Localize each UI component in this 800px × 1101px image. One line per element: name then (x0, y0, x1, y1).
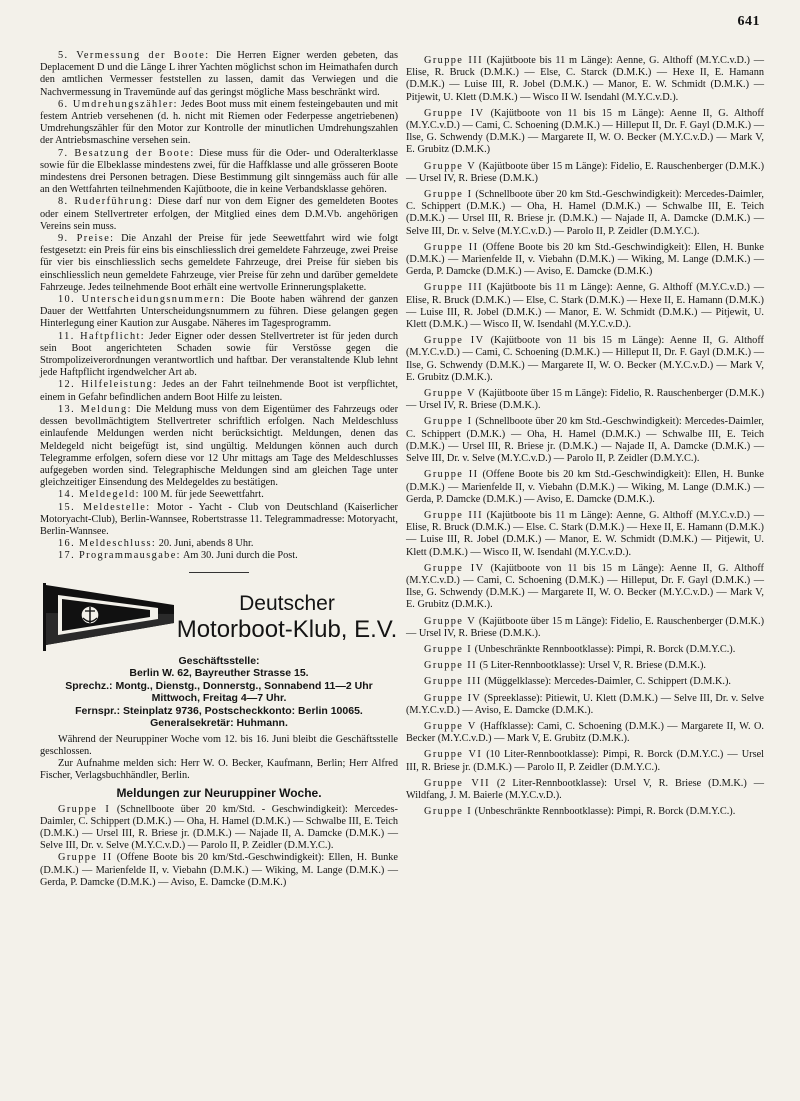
club-name-line-2: Motorboot-Klub, E.V. (176, 615, 398, 643)
rule-item-text: Jedes Boot muss mit einem festeingebauten und mit festem Antrieb versehenen (d. h. nicht mit Riemen oder Federpesse angetriebenen) Umdrehungszähler für den Motor zur Kontrolle der minutlichen Umdrehungszahlen der Antriebsmaschine versehen sein. (40, 98, 399, 147)
rule-item-heading: 15. Meldestelle: (58, 501, 151, 513)
entry-group-text: (Kajütboote bis 11 m Länge): Aenne, G. Althoff (M.Y.C.v.D.) — Elise, R. Bruck (D.M.K.) — Else. C. Stark (D.M.K.) — Hexe II, E. Hamann (D.M.K.) — Luise III, R. Jobel (D.M.K.) — Manor, E. W. Schmidt (D.M.K.) — Pitjewit, U. Klett (D.M.K.) — Wisco II, W. Isendahl (M.Y.C.v.D.). (406, 509, 765, 558)
entry-group-text: (Unbeschränkte Rennbootklasse): Pimpi, R. Borck (D.M.Y.C.). (474, 643, 736, 655)
right-entry-groups (406, 55, 764, 818)
entry-group-text: (Offene Boote bis 20 km/Std.-Geschwindigkeit): Ellen, H. Bunke (D.M.K.) — Marienfelde II, v. Viebahn (D.M.K.) — Wiking, M. Lange (D.M.K.) — Gerda, P. Damcke (D.M.K.) — Aviso, E. Damcke (D.M.K.) (40, 852, 399, 888)
entry-group-text: (Kajütboote bis 11 m Länge): Aenne, G. Althoff (M.Y.C.v.D.) — Elise, R. Bruck (D.M.K.) — Else, C. Starck (D.M.K.) — Hexe II, E. Hamann (D.M.K.) — Luise III, R. Jobel (D.M.K.) — Manor, E. W. Schmidt (D.M.K.) — Pitjewit, U. Klett (D.M.K.) — Wisco II W. Isendahl (M.Y.C.v.D.). (406, 55, 765, 103)
entry-group-heading: Gruppe II (424, 241, 479, 253)
rule-item-text: Die Anzahl der Preise für jede Seewettfahrt wird wie folgt festgesetzt: ein Preis für eins bis einschliesslich drei gemeldete Fahrzeuge, zwei Preise für vier bis einschliesslich sechs gemeldete Fahrzeuge, drei Preise für sieben bis einschliesslich neun gemeldete Fahrzeuge, vier Preise für zehn und darüber gemeldete Fahrzeuge. Jedes teilnehmende Boot erhält eine wertvolle Erinnerungsplakette. (40, 233, 398, 293)
entry-group (406, 749, 764, 773)
entry-group-text: (Offene Boote bis 20 km Std.-Geschwindigkeit): Ellen, H. Bunke (D.M.K.) — Marienfelde II, v. Viebahn (D.M.K.) — Wiking, M. Lange (D.M.K.) — Gerda, P. Damcke (D.M.K.) — Aviso, E. Damcke (D.M.K.) (406, 241, 764, 278)
entry-group-text: (Unbeschränkte Rennbootklasse): Pimpi, R. Borck (D.M.Y.C.). (474, 806, 736, 818)
club-name-line-1: Deutscher (239, 591, 335, 615)
club-header (40, 581, 398, 653)
entry-group-heading: Gruppe V (424, 720, 477, 732)
rule-item (40, 294, 398, 331)
rule-item (40, 196, 398, 233)
rule-item (40, 379, 398, 403)
rule-item (40, 50, 398, 99)
entry-group-heading: Gruppe I (424, 806, 473, 818)
entry-group (406, 676, 764, 688)
rule-item (40, 550, 398, 562)
entry-group-heading: Gruppe III (424, 676, 482, 688)
left-entry-groups (40, 804, 398, 889)
membership-notice: Zur Aufnahme melden sich: Herr W. O. Becker, Kaufmann, Berlin; Herr Alfred Fischer, Verlagsbuchhändler, Berlin. (40, 757, 398, 782)
entry-group-heading: Gruppe II (58, 852, 113, 864)
entry-group (406, 242, 764, 279)
entry-group-text: (Kajütboote bis 11 m Länge): Aenne, G. Althoff (M.Y.C.v.D.) — Elise, R. Bruck (D.M.K.) — Else, C. Stark (D.M.K.) — Hexe II, E. Hamann (D.M.K.) — Luise III, R. Jobel (D.M.K.) — Manor, E. W. Schmidt (D.M.K.) — Pitjewit, U. Klett (D.M.K.) — Wisco II, W. Isendahl (M.Y.C.v.D.). (406, 282, 765, 331)
office-address: Berlin W. 62, Bayreuther Strasse 15. (129, 667, 309, 680)
entry-group (406, 469, 764, 506)
entry-group-text: (Schnellboote über 20 km/Std. - Geschwindigkeit): Mercedes-Daimler, C. Schippert (D.M.K.) — Oha, H. Hamel (D.M.K.) — Schwalbe III, E. Teich (D.M.K.) — Ursel III, R. Briese jr. (D.M.K.) — Najade II, A. Damcke (D.M.K.) — Selve III, Dr. v. Selve (M.Y.C.v.D.) — Parolo II, P. Zeidler (D.M.Y.C.). (40, 803, 398, 852)
rule-item-heading: 10. Unterscheidungsnummern: (58, 294, 226, 306)
rule-item-text: Die Boote haben während der ganzen Dauer der Wettfahrten Unterscheidungsnummern zu führen. Diese gelangen gegen Hinterlegung einer Kaution zur Ausgabe. Näheres im Tagesprogramm. (40, 294, 398, 330)
entry-group (406, 721, 764, 745)
entry-group (406, 335, 764, 384)
entry-group (406, 282, 764, 331)
entry-group-heading: Gruppe V (424, 160, 477, 172)
rule-item-text: 20. Juni, abends 8 Uhr. (158, 538, 254, 550)
entry-group-text: (Kajütboote von 11 bis 15 m Länge): Aenne II, G. Althoff (M.Y.C.v.D.) — Cami, C. Schoening (D.M.K.) — Hilleput II, Dr. F. Gayl (D.M.K.) — Ilse, G. Schwendy (D.M.K.) — Margarete II, W. O. Becker (M.Y.C.v.D.) — Mark V, E. Grubitz (D.M.K.). (406, 335, 764, 383)
entry-group-text: (Haffklasse): Cami, C. Schoening (D.M.K.) — Margarete II, W. O. Becker (M.Y.C.v.D.) — Mark V, E. Grubitz (D.M.K.). (406, 720, 765, 745)
entry-group-heading: Gruppe II (424, 469, 479, 481)
entry-group-heading: Gruppe VI (424, 749, 483, 761)
meldungen-title: Meldungen zur Neuruppiner Woche. (116, 786, 322, 801)
rule-item-text: Am 30. Juni durch die Post. (182, 550, 298, 562)
entry-group-text: (Spreeklasse): Pitiewit, U. Klett (D.M.K.) — Selve III, Dr. v. Selve (M.Y.C.v.D.) — Aviso, E. Damcke (D.M.K.). (406, 692, 764, 716)
rule-item-text: Diese darf nur von dem Eigner des gemeldeten Bootes oder einem Stellvertreter erfolgen, der Mitglied eines dem D.M.Vb. angehörigen Vereins sein muss. (40, 196, 399, 232)
entry-group-text: (Schnellboote über 20 km Std.-Geschwindigkeit): Mercedes-Daimler, C. Schippert (D.M.K.) — Oha, H. Hamel (D.M.K.) — Schwalbe III, E. Teich (D.M.K.) — Ursel III, R. Briese jr. (D.M.K.) — Najade II, A. Damcke (D.M.K.) — Selve III, Dr. v. Selve (M.Y.C.v.D.) — Parolo II, P. Zeidler (D.M.Y.C.). (406, 189, 764, 237)
entry-group (406, 660, 764, 672)
entry-group-text: (Kajütboote über 15 m Länge): Fidelio, R. Rauschenberger (D.M.K.) — Ursel IV, R. Briese (D.M.K.). (406, 388, 765, 412)
rule-item (40, 502, 398, 539)
rule-item (40, 404, 398, 489)
rule-item-heading: 9. Preise: (58, 233, 115, 245)
entry-group-heading: Gruppe I (424, 416, 473, 428)
entry-group-text: (Kajütboote über 15 m Länge): Fidelio, E. Rauschenberger (D.M.K.) — Ursel IV, R. Briese (D.M.K.) (406, 160, 765, 184)
rule-item-text: Die Meldung muss von dem Eigentümer des Fahrzeugs oder dessen bevollmächtigtem Stellvertreter schriftlich erfolgen. Nach Meldeschluss einlaufende Meldungen werden nicht berücksichtigt. Meldungen, denen das Meldegeld nicht beigefügt ist, sind ungültig. Meldungen können auch durch Telegramme erfolgen, sofern diese vor 12 Uhr mittags am Tage des Meldeschlusses aufgegeben worden sind. Telegraphische Meldungen sind am gleichen Tage unter gleichzeitiger Einsendung des Meldegeldes zu bestätigen. (40, 403, 398, 489)
rule-item-heading: 8. Ruderführung: (58, 196, 154, 208)
entry-group-heading: Gruppe IV (424, 692, 482, 704)
club-pennant-icon (40, 581, 176, 653)
entry-group-heading: Gruppe IV (424, 562, 485, 574)
entry-group-text: (Kajütboote von 11 bis 15 m Länge): Aenne II, G. Althoff (M.Y.C.v.D.) — Cami, C. Schoening (D.M.K.) — Hilleput, Dr. F. Gayl (D.M.K.) — Ilse, G. Schwendy (D.M.K.) — Margarete II, W. O. Becker (M.Y.C.v.D.) — Mark V, E. Grubitz (D.M.K.). (406, 562, 764, 611)
entry-group (406, 693, 764, 717)
section-divider (189, 572, 249, 573)
entry-group-heading: Gruppe V (424, 615, 477, 627)
rule-item-text: Die Herren Eigner werden gebeten, das Deplacement D und die Länge L ihrer Yachten möglichst schon im Heimathafen durch den amtlichen Vermesser feststellen zu lassen, damit das Verwiegen und die Nachvermessung in Travemünde auf das geringst mögliche Mass beschränkt wird. (40, 50, 399, 98)
rule-item-heading: 12. Hilfeleistung: (58, 379, 158, 391)
entry-group-text: (Schnellboote über 20 km Std.-Geschwindigkeit): Mercedes-Daimler, C. Schippert (D.M.K.) — Oha, H. Hamel (D.M.K.) — Schwalbe III, E. Teich (D.M.K.) — Ursel III, R. Briese jr. (D.M.K.) — Najade II, A. Damcke (D.M.K.) — Selve III, Dr. v. Selve (M.Y.C.v.D.) — Parolo II, P. Zeidler (D.M.Y.C.). (406, 416, 764, 465)
office-label: Geschäftsstelle: (178, 654, 260, 667)
entry-group (406, 388, 764, 412)
entry-group (406, 806, 764, 818)
entry-group-heading: Gruppe III (424, 55, 483, 66)
entry-group-heading: Gruppe IV (424, 335, 485, 347)
entry-group (406, 108, 764, 157)
entry-group-heading: Gruppe I (424, 643, 473, 655)
entry-group-heading: Gruppe VII (424, 777, 490, 789)
entry-group (40, 852, 398, 889)
rule-item-text: Jedes an der Fahrt teilnehmende Boot ist verpflichtet, einem in Gefahr befindlichen andern Boot Hilfe zu leisten. (40, 379, 398, 403)
rule-item-heading: 6. Umdrehungszähler: (58, 98, 178, 110)
rule-item (40, 99, 398, 148)
entry-group-text: (Kajütboote von 11 bis 15 m Länge): Aenne II, G. Althoff (M.Y.C.v.D.) — Cami, C. Schoening (D.M.K.) — Hilleput II, Dr. F. Gayl (D.M.K.) — Ilse, G. Schwendy (D.M.K.) — Margarete II, W. O. Becker (M.Y.C.v.D.) — Mark V, E. Grubitz (D.M.K.) (406, 107, 764, 156)
entry-group-heading: Gruppe III (424, 509, 483, 521)
rule-item (40, 148, 398, 197)
entry-group-text: (Müggelklasse): Mercedes-Daimler, C. Schippert (D.M.K.). (484, 676, 731, 688)
entry-group-heading: Gruppe II (424, 660, 477, 672)
rule-item-text: 100 M. für jede Seewettfahrt. (142, 489, 264, 501)
entry-group (40, 804, 398, 853)
entry-group-heading: Gruppe I (58, 803, 111, 815)
entry-group (406, 616, 764, 640)
entry-group (406, 563, 764, 612)
club-name (176, 591, 398, 643)
entry-group (406, 161, 764, 185)
entry-group-heading: Gruppe I (424, 189, 473, 201)
right-column (406, 55, 764, 822)
rule-item (40, 538, 398, 550)
entry-group (406, 189, 764, 238)
entry-group-text: (10 Liter-Rennbootklasse): Pimpi, R. Borck (D.M.Y.C.) — Ursel III, R. Briese jr. (D.M.K.) — Parolo II, P. Zeidler (D.M.Y.C.). (406, 749, 765, 773)
office-hours-2: Mittwoch, Freitag 4—7 Uhr. (151, 692, 287, 705)
rule-item-heading: 16. Meldeschluss: (58, 538, 157, 550)
entry-group (406, 778, 764, 802)
rule-item-heading: 17. Programmausgabe: (58, 550, 181, 562)
rule-item-heading: 7. Besatzung der Boote: (58, 147, 195, 159)
entry-group-text: (2 Liter-Rennbootklasse): Ursel V, R. Briese (D.M.K.) — Wildfang, J. M. Baierle (M.Y.C.v.D.). (406, 777, 764, 801)
regatta-rules (40, 50, 398, 563)
rule-item-heading: 11. Haftpflicht: (58, 330, 146, 342)
rule-item-heading: 13. Meldung: (58, 403, 132, 415)
entry-group (406, 55, 764, 104)
office-secretary: Generalsekretär: Huhmann. (150, 717, 288, 730)
rule-item (40, 489, 398, 501)
entry-group-text: (5 Liter-Rennbootklasse): Ursel V, R. Briese (D.M.K.). (479, 660, 706, 672)
rule-item-text: Motor - Yacht - Club von Deutschland (Kaiserlicher Motoryacht-Club), Berlin-Wannsee, Robertstrasse 11. Telegrammadresse: Motoryacht, Berlin-Wannsee. (40, 501, 398, 537)
office-phone: Fernspr.: Steinplatz 9736, Postscheckkonto: Berlin 10065. (75, 704, 363, 717)
left-column (40, 50, 398, 889)
rule-item (40, 331, 398, 380)
entry-group-text: (Offene Boote bis 20 km Std.-Geschwindigkeit): Ellen, H. Bunke (D.M.K.) — Marienfelde II, v. Viebahn (D.M.K.) — Wiking, M. Lange (D.M.K.) — Gerda, P. Damcke (D.M.K.) — Aviso, E. Damcke (D.M.K.). (406, 469, 764, 505)
rule-item-heading: 14. Meldegeld: (58, 489, 140, 501)
rule-item-text: Jeder Eigner oder dessen Stellvertreter ist für jeden durch sein Boot angerichteten Schaden sowie für Verstösse gegen die Strompolizeiverordnungen verantwortlich und haftbar. Der veranstaltende Klub lehnt jede Haftpflicht irgendwelcher Art ab. (40, 330, 398, 379)
rule-item (40, 233, 398, 294)
rule-item-text: Diese muss für die Oder- und Oderalterklasse sowie für die Elbeklasse mindestens zwei, für die Haffklasse und alle grösseren Boote mindestens drei Personen betragen. Diese Bestimmung gilt sinngemäss auch für alle an den Wettfahrten teilnehmenden Kajütboote, die in keine Verbandsklasse gehören. (40, 147, 398, 196)
page-number: 641 (737, 14, 760, 29)
entry-group-heading: Gruppe V (424, 388, 477, 400)
entry-group (406, 416, 764, 465)
office-hours: Sprechz.: Montg., Dienstg., Donnerstg., Sonnabend 11—2 Uhr (65, 679, 373, 692)
entry-group (406, 644, 764, 656)
entry-group-text: (Kajütboote über 15 m Länge): Fidelio, E. Rauschenberger (D.M.K.) — Ursel IV, R. Briese (D.M.K.). (406, 615, 765, 639)
entry-group (406, 510, 764, 559)
entry-group-heading: Gruppe III (424, 282, 483, 294)
entry-group-heading: Gruppe IV (424, 107, 485, 119)
rule-item-heading: 5. Vermessung der Boote: (58, 50, 210, 61)
closure-notice: Während der Neuruppiner Woche vom 12. bis 16. Juni bleibt die Geschäftsstelle geschlossen. (40, 733, 398, 757)
